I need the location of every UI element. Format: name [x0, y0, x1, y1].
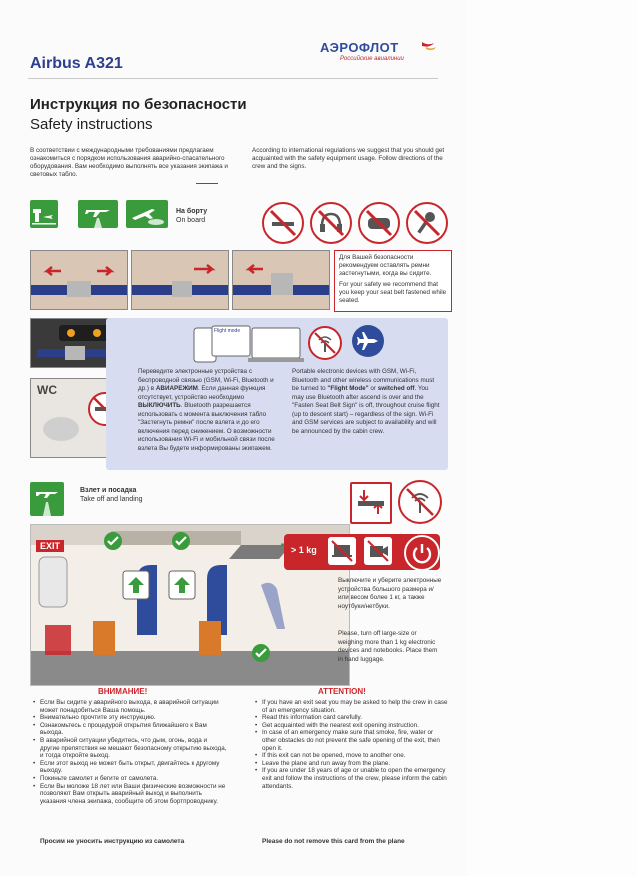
check-icon — [172, 532, 190, 550]
wc-sign: WC — [37, 383, 57, 397]
list-item: • If you have an exit seat you may be asked to help the crew in case of an emergency situation. — [262, 699, 448, 714]
devices-en-part3: . You may use Bluetooth after ascend is over and the "Fasten Seat Belt Sign" is off, throughout cruise flight (up to descent start) – regardless of the sign. Wi-Fi and GSM services are subject to availability and will be announced by the cabin crew. — [292, 385, 440, 435]
footer-en: Please do not remove this card from the plane — [262, 838, 405, 845]
fasten-seatbelt-icon — [350, 482, 392, 524]
devices-en-mode: "Flight Mode" — [327, 385, 369, 392]
plane-takeoff-icon — [126, 200, 168, 228]
no-smoking-icon — [262, 202, 304, 244]
seatbelt-fasten-photo — [30, 250, 128, 310]
logo-tagline: Российские авиалинии — [340, 56, 404, 62]
devices-ru-mode: АВИАРЕЖИМ — [155, 385, 198, 392]
page-margin — [466, 0, 637, 876]
list-item: • Leave the plane and run away from the plane. — [262, 760, 448, 768]
devices-en-off: switched off — [377, 385, 415, 392]
header-divider — [28, 78, 438, 79]
power-off-icon — [404, 535, 440, 571]
no-wireless-icon — [308, 326, 342, 360]
exit-sign: EXIT — [36, 540, 64, 552]
large-device-text-en: Please, turn off large-size or weighing more than 1 kg electronic devices and notebooks. Place them in hand luggage. — [338, 630, 438, 663]
page-title-ru: Инструкция по безопасности — [30, 96, 247, 113]
list-item: • Если Вы моложе 18 лет или Ваши физические возможности не позволяют Вам открыть аварийный выход и выполнить указания члена экипажа, сообщите об этом бортпроводнику. — [40, 783, 228, 806]
seatbelt-note-ru: Для Вашей безопасности рекомендуем оставлять ремни застегнутыми, когда вы сидите. — [339, 254, 432, 277]
list-item: • Если Вы сидите у аварийного выхода, в аварийной ситуации может понадобиться Ваша помощь. — [40, 699, 228, 714]
no-camera-icon — [364, 537, 392, 565]
list-item: • Внимательно прочтите эту инструкцию. — [40, 714, 228, 722]
logo-wordmark: АЭРОФЛОТ — [320, 40, 399, 55]
devices-text-ru — [138, 368, 278, 453]
takeoff-label-ru: Взлет и посадка — [80, 487, 137, 494]
list-item: • If you are under 18 years of age or unable to open the emergency exit and follow the instructions of the crew, please inform the cabin attendants. — [262, 767, 448, 790]
devices-text-en — [292, 368, 442, 436]
devices-ru-part2: . Если данная функция отсутствует, устройство необходимо — [138, 385, 266, 401]
no-headphones-icon — [310, 202, 352, 244]
list-item: • Ознакомьтесь с процедурой открытия ближайшего к Вам выхода. — [40, 722, 228, 737]
list-item: • Если этот выход не может быть открыт, двигайтесь к другому выходу. — [40, 760, 228, 775]
page-title-en: Safety instructions — [30, 116, 153, 133]
seatbelt-note-en: For your safety we recommend that you keep your seat belt fastened while seated. — [339, 281, 447, 304]
devices-ru-part3: . Bluetooth разрешается использовать с момента выключения табло "Застегнуть ремни" после взлета и до его включения перед снижением. О возможности использования Wi-Fi и мобильной связи после взлета Вы будете информированы экипажем. — [138, 402, 275, 452]
takeoff-landing-icon — [30, 482, 64, 516]
intro-divider — [196, 183, 218, 184]
intro-en: According to international regulations we suggest that you should get acquainted with the safety equipment usage. Follow directions of the crew and the signs. — [252, 147, 445, 170]
list-item: • Покиньте самолет и бегите от самолета. — [40, 775, 228, 783]
check-icon — [104, 532, 122, 550]
list-item: • Get acquainted with the nearest exit opening instruction. — [262, 722, 448, 730]
onboard-label-en: On board — [176, 217, 206, 224]
devices-ru-off: ВЫКЛЮЧИТЬ — [138, 402, 181, 409]
list-item: • В аварийной ситуации убедитесь, что дым, огонь, вода и другие препятствия не мешают безопасному открытию выхода, и тогда откройте выход. — [40, 737, 228, 760]
flight-mode-screen-label: Flight mode — [214, 328, 241, 334]
devices-illustration — [192, 322, 304, 366]
list-item: • Read this information card carefully. — [262, 714, 448, 722]
list-item: • In case of an emergency make sure that smoke, fire, water or other obstacles do not prevent the safe opening of the exit, then open it. — [262, 729, 448, 752]
devices-ru-part1: Переведите электронные устройства с беспроводной связью (GSM, Wi-Fi, Bluetooth и др.) в — [138, 368, 274, 392]
no-laptop-icon — [328, 537, 356, 565]
plane-on-runway-icon — [78, 200, 118, 228]
intro-ru: В соответствии с международными требованиями предлагаем ознакомиться с порядком использования аварийно-спасательного оборудования. Вам необходимо выполнять все указания экипажа и световых табло. — [30, 147, 228, 178]
takeoff-label-en: Take off and landing — [80, 496, 143, 503]
airplane-mode-icon — [352, 325, 384, 357]
no-microphone-icon — [406, 202, 448, 244]
attention-title-en: ATTENTION! — [318, 687, 366, 696]
airport-icon — [30, 200, 58, 228]
attention-list-en — [254, 699, 448, 790]
seatbelt-release-photo — [232, 250, 330, 310]
large-device-text-ru: Выключите и уберите электронные устройства большого размера и/или весом более 1 кг, а также ноутбуки/нетбуки. — [338, 577, 442, 610]
devices-en-part1: Portable electronic devices with GSM, Wi-Fi, Bluetooth and other wireless communications must be turned to — [292, 368, 435, 392]
no-wireless-icon — [398, 480, 442, 524]
devices-en-part2: or — [368, 385, 378, 392]
seatbelt-note — [334, 250, 452, 312]
footer-ru: Просим не уносить инструкцию из самолета — [40, 838, 185, 845]
check-icon — [252, 644, 270, 662]
seatbelt-tighten-photo — [131, 250, 229, 310]
aircraft-model: Airbus A321 — [30, 55, 123, 72]
attention-title-ru: ВНИМАНИЕ! — [98, 687, 148, 696]
attention-list-ru — [32, 699, 228, 805]
weight-limit-label: > 1 kg — [291, 545, 317, 555]
onboard-label-ru: На борту — [176, 208, 208, 215]
list-item: • If this exit can not be opened, move to another one. — [262, 752, 448, 760]
no-gaming-icon — [358, 202, 400, 244]
